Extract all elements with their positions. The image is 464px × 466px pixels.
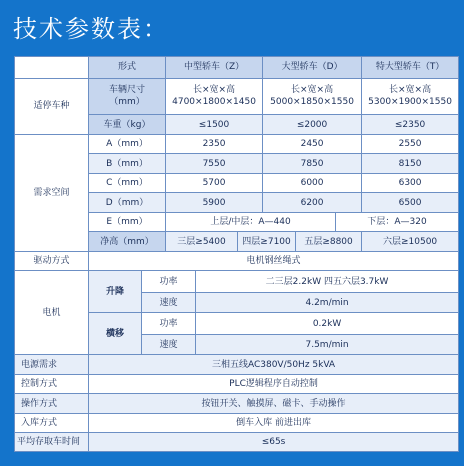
- drive-label: 驱动方式: [15, 251, 89, 270]
- b-xl: 8150: [362, 154, 459, 173]
- d-large: 6200: [263, 193, 362, 212]
- a-large: 2450: [263, 134, 362, 153]
- c-large: 6000: [263, 173, 362, 192]
- a-label: A（mm）: [89, 134, 166, 153]
- traverse-power-label: 功率: [142, 313, 196, 335]
- spec-sheet: [14, 56, 458, 460]
- c-mid: 5700: [166, 173, 263, 192]
- d-mid: 5900: [166, 193, 263, 212]
- entry-label: 入库方式: [15, 413, 89, 432]
- d-label: D（mm）: [89, 193, 166, 212]
- drive-value: 电机钢丝绳式: [89, 251, 459, 270]
- power-supply-label: 电源需求: [15, 355, 89, 374]
- size-mid-text: 长×宽×高: [192, 85, 236, 96]
- e-upper: 上层/中层：A—440: [166, 212, 336, 231]
- size-large: [263, 78, 362, 115]
- traverse-speed-label: 速度: [142, 334, 196, 355]
- size-large-text: 长×宽×高: [291, 85, 334, 96]
- motor-label: 电机: [15, 271, 89, 355]
- size-xl-text: 长×宽×高: [389, 85, 432, 96]
- lift-speed: 4.2m/min: [196, 292, 459, 313]
- page-title: 技术参数表：: [13, 15, 169, 43]
- height-6: 六层≥10500: [362, 232, 459, 251]
- header-xl: 特大型轿车（T）: [362, 57, 459, 79]
- control-value: PLC逻辑程序自动控制: [89, 374, 459, 393]
- b-mid: 7550: [166, 154, 263, 173]
- lift-power-label: 功率: [142, 271, 196, 293]
- height-5: 五层≥8800: [296, 232, 362, 251]
- c-xl: 6300: [362, 173, 459, 192]
- a-mid: 2350: [166, 134, 263, 153]
- lift-power: 二三层2.2kW 四五六层3.7kW: [196, 271, 459, 293]
- control-label: 控制方式: [15, 374, 89, 393]
- size-xl-value: 5300×1900×1550: [368, 97, 452, 108]
- weight-label: 车重（kg）: [89, 115, 166, 134]
- e-label: E（mm）: [89, 212, 166, 231]
- spec-table: [14, 56, 459, 452]
- operation-value: 按钮开关、触摸屏、磁卡、手动操作: [89, 394, 459, 413]
- size-label: 车辆尺寸 （mm）: [89, 78, 166, 115]
- height-label: 净高（mm）: [89, 232, 166, 251]
- spacer-cell: [15, 57, 89, 79]
- header-form: 形式: [89, 57, 166, 79]
- entry-value: 倒车入库 前进出库: [89, 413, 459, 432]
- time-label: 平均存取车时间: [15, 433, 89, 452]
- header-mid: 中型轿车（Z）: [166, 57, 263, 79]
- applicable-label: 适停车种: [15, 78, 89, 134]
- traverse-speed: 7.5m/min: [196, 334, 459, 355]
- size-mid-value: 4700×1800×1450: [172, 97, 256, 108]
- lift-label: 升降: [89, 271, 142, 313]
- b-label: B（mm）: [89, 154, 166, 173]
- b-large: 7850: [263, 154, 362, 173]
- size-mid: [166, 78, 263, 115]
- c-label: C（mm）: [89, 173, 166, 192]
- e-lower: 下层：A—320: [336, 212, 459, 231]
- power-supply: 三相五线AC380V/50Hz 5kVA: [89, 355, 459, 374]
- lift-speed-label: 速度: [142, 292, 196, 313]
- header-large: 大型轿车（D）: [263, 57, 362, 79]
- weight-large: ≤2000: [263, 115, 362, 134]
- size-large-value: 5000×1850×1550: [270, 97, 354, 108]
- a-xl: 2550: [362, 134, 459, 153]
- weight-mid: ≤1500: [166, 115, 263, 134]
- operation-label: 操作方式: [15, 394, 89, 413]
- weight-xl: ≤2350: [362, 115, 459, 134]
- height-4: 四层≥7100: [238, 232, 296, 251]
- traverse-power: 0.2kW: [196, 313, 459, 335]
- size-xl: [362, 78, 459, 115]
- d-xl: 6500: [362, 193, 459, 212]
- space-label: 需求空间: [15, 134, 89, 251]
- height-3: 三层≥5400: [166, 232, 238, 251]
- traverse-label: 横移: [89, 313, 142, 355]
- time-value: ≤65s: [89, 433, 459, 452]
